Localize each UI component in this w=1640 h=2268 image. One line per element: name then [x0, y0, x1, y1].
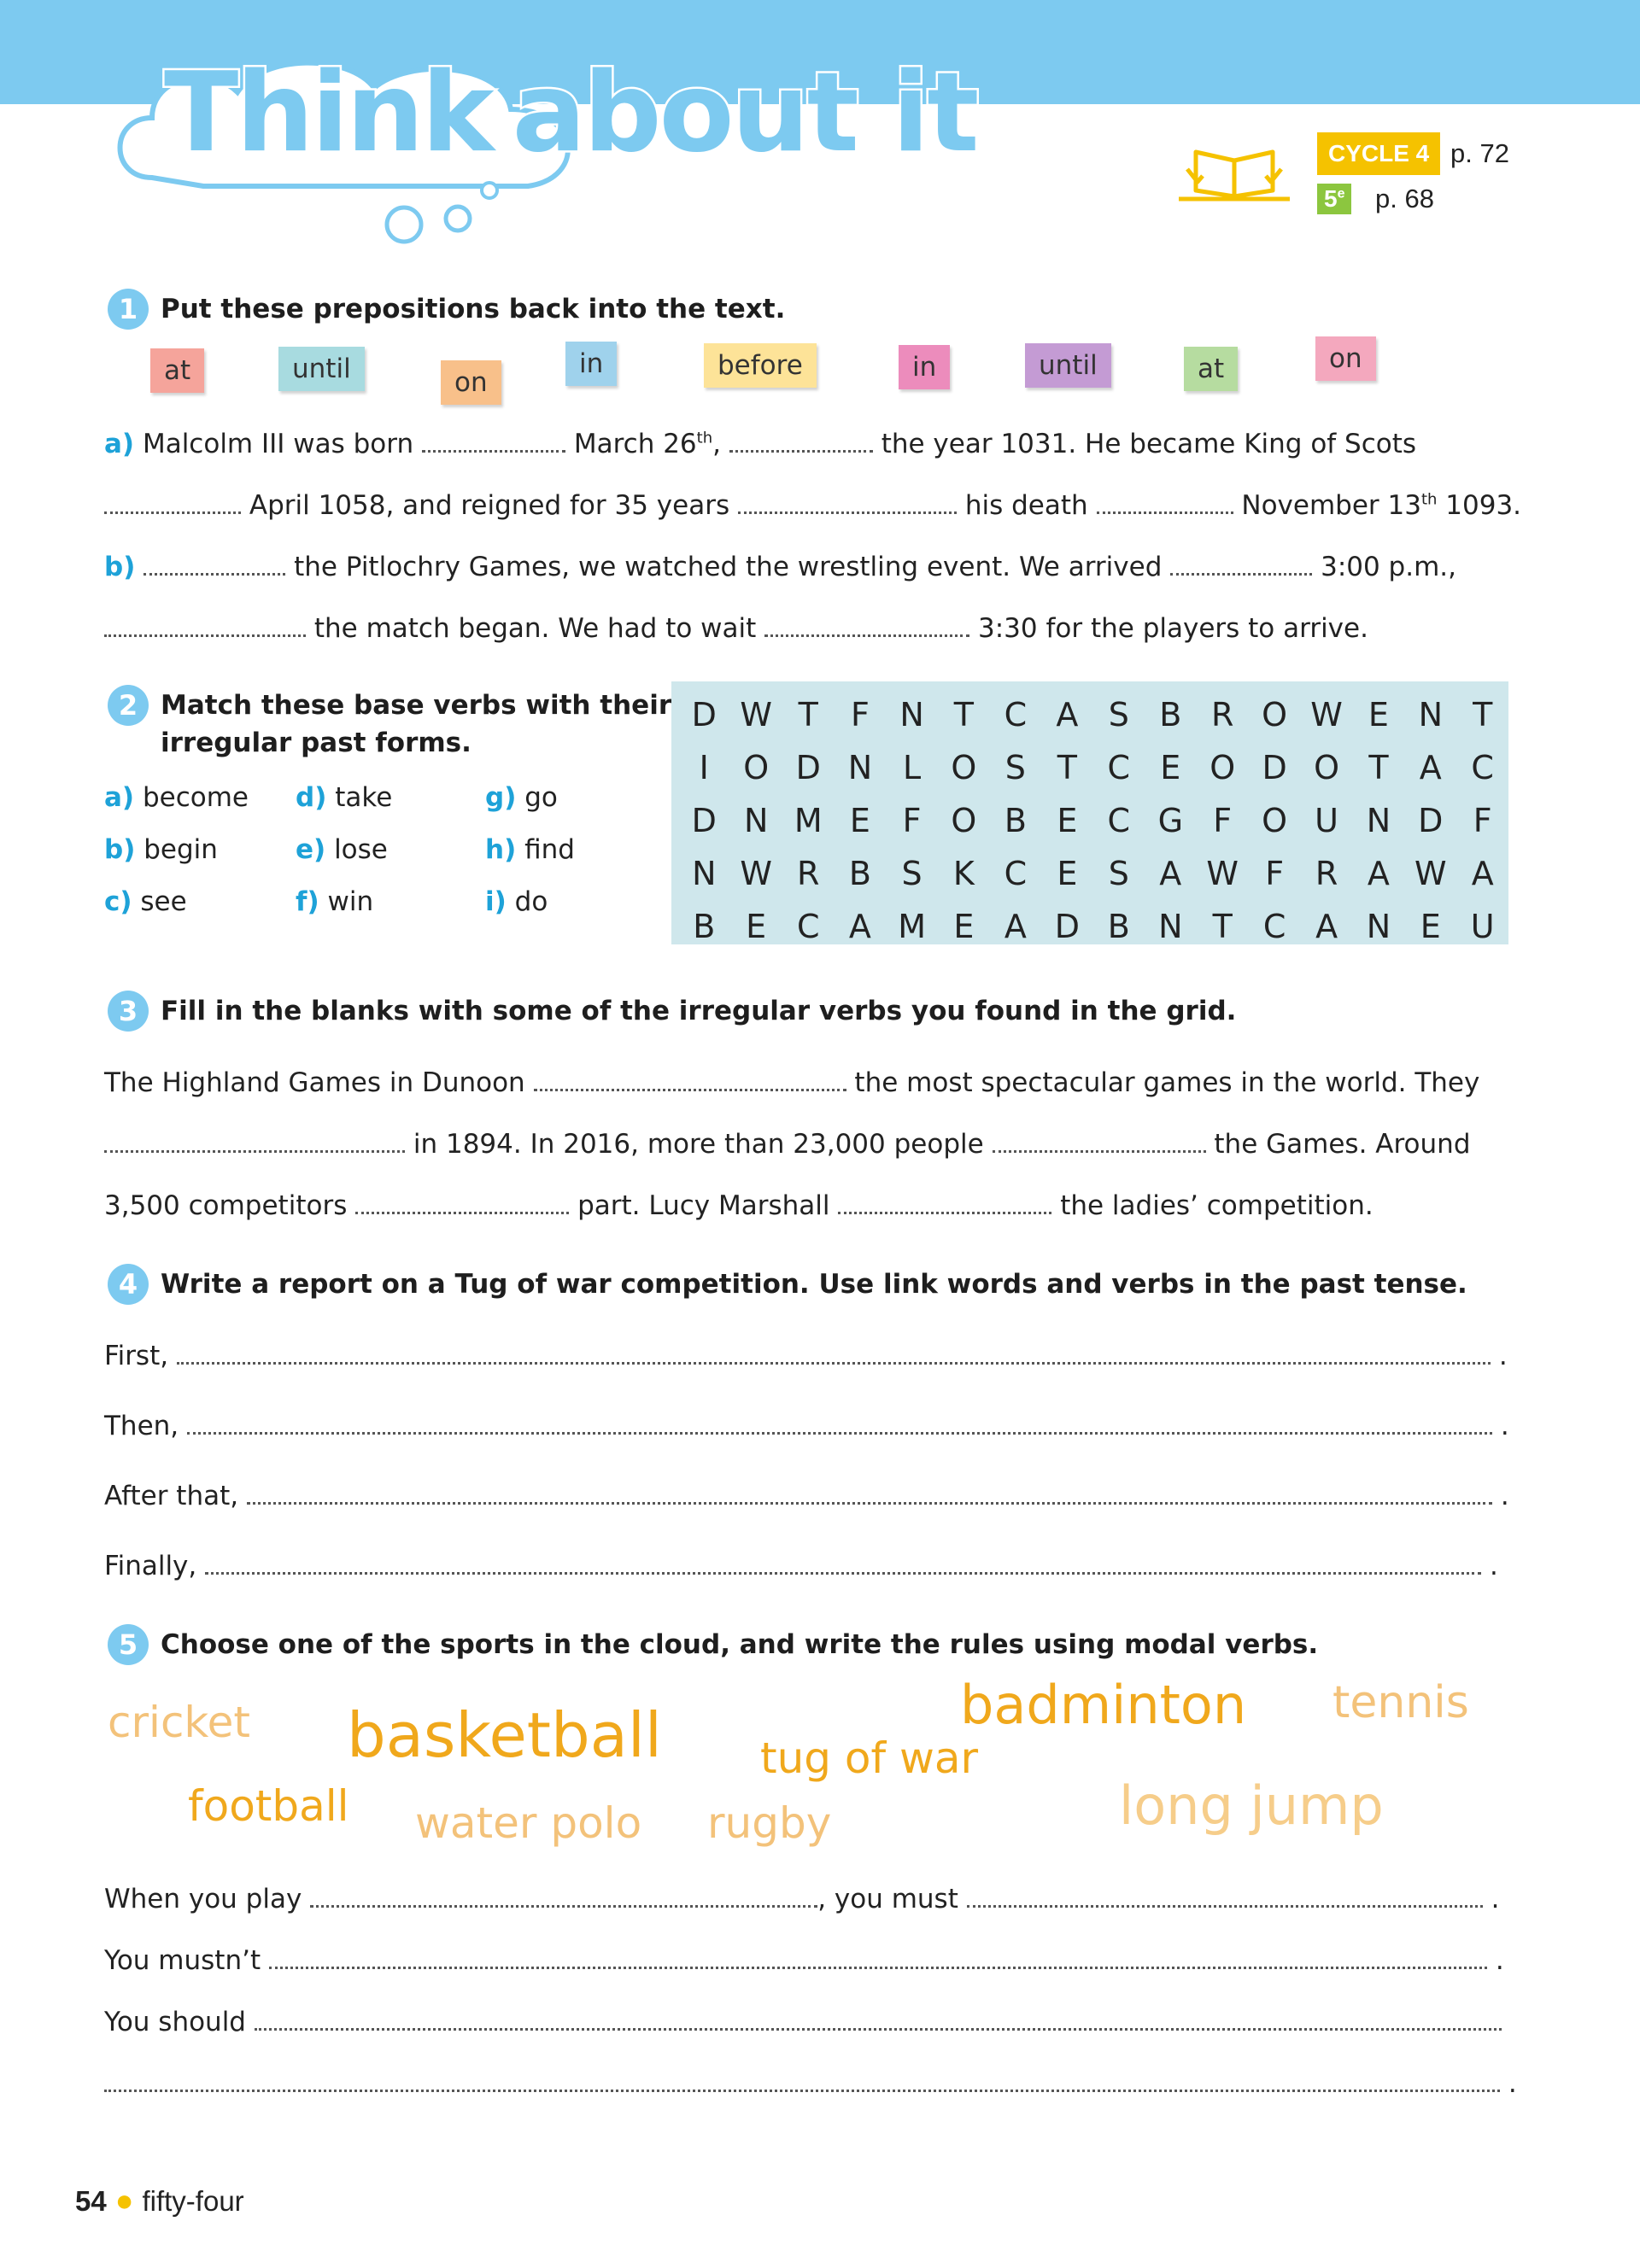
- reading-book-icon: [1170, 135, 1298, 205]
- grid-letter[interactable]: M: [794, 802, 823, 839]
- verb-item: b) begin: [104, 834, 218, 865]
- grid-letter[interactable]: O: [1262, 802, 1288, 839]
- verb-item: a) become: [104, 782, 249, 813]
- verb-item: c) see: [104, 886, 187, 917]
- grid-letter[interactable]: S: [1004, 749, 1026, 786]
- grid-letter[interactable]: R: [1211, 696, 1234, 734]
- grid-letter[interactable]: C: [1471, 749, 1494, 786]
- preposition-tag: until: [278, 347, 365, 391]
- grid-letter[interactable]: T: [798, 696, 818, 734]
- grid-letter[interactable]: T: [1368, 749, 1389, 786]
- blank[interactable]: [144, 554, 285, 576]
- ex3-line-1: The Highland Games in Dunoon the most spectacular games in the world. They: [104, 1067, 1480, 1098]
- sport-word[interactable]: rugby: [707, 1798, 832, 1848]
- ex4-line-first: First, .: [104, 1341, 1508, 1371]
- grid-letter[interactable]: E: [1160, 749, 1181, 786]
- preposition-tag: before: [704, 343, 817, 388]
- grid-letter[interactable]: T: [1473, 696, 1493, 734]
- preposition-tag: in: [565, 342, 617, 386]
- grid-letter[interactable]: A: [848, 908, 871, 945]
- preposition-tag: on: [1315, 336, 1376, 381]
- word-search-grid: [671, 681, 1508, 944]
- grid-letter[interactable]: A: [1004, 908, 1027, 945]
- exercise-2-instruction-line1: Match these base verbs with their: [161, 690, 672, 721]
- grid-letter[interactable]: E: [849, 802, 870, 839]
- grid-letter[interactable]: F: [1265, 855, 1285, 892]
- exercise-3-instruction: Fill in the blanks with some of the irregular verbs you found in the grid.: [161, 996, 1237, 1026]
- grid-letter[interactable]: F: [902, 802, 922, 839]
- grid-letter[interactable]: N: [1158, 908, 1183, 945]
- ex5-line-2: You mustn’t .: [104, 1945, 1504, 1976]
- blank[interactable]: [104, 493, 241, 514]
- sport-word[interactable]: tennis: [1332, 1677, 1469, 1728]
- ex5-line-3: You should: [104, 2007, 1502, 2037]
- blank[interactable]: [104, 616, 306, 637]
- grid-letter[interactable]: O: [1262, 696, 1288, 734]
- ex3-line-3: 3,500 competitors part. Lucy Marshall the ladies’ competition.: [104, 1190, 1374, 1221]
- grid-letter[interactable]: S: [901, 855, 922, 892]
- exercise-5-instruction: Choose one of the sports in the cloud, and write the rules using modal verbs.: [161, 1629, 1319, 1660]
- grid-letter[interactable]: O: [1210, 749, 1236, 786]
- ex5-line-4: .: [104, 2068, 1517, 2099]
- exercise-5-number: 5: [108, 1624, 149, 1665]
- grid-row: [678, 847, 1508, 900]
- grid-letter[interactable]: T: [1057, 749, 1077, 786]
- grid-letter[interactable]: C: [1107, 749, 1131, 786]
- grade-page: p. 68: [1375, 184, 1434, 213]
- cycle-label: CYCLE 4: [1328, 140, 1430, 167]
- verb-item: e) lose: [296, 834, 388, 865]
- page-footer: [75, 2183, 244, 2218]
- grid-letter[interactable]: W: [1414, 855, 1447, 892]
- preposition-tag: until: [1025, 343, 1111, 388]
- title-about-it: about it: [512, 50, 977, 177]
- grid-letter[interactable]: D: [1418, 802, 1444, 839]
- ex1-line-a1: a) Malcolm III was born March 26th, the year 1031. He became King of Scots: [104, 429, 1417, 459]
- answer-line[interactable]: [205, 1553, 1481, 1575]
- grid-letter[interactable]: T: [953, 696, 974, 734]
- grid-letter[interactable]: O: [743, 749, 770, 786]
- sport-word[interactable]: basketball: [347, 1699, 662, 1771]
- grid-letter[interactable]: W: [740, 696, 772, 734]
- answer-line[interactable]: [177, 1343, 1491, 1365]
- grid-letter[interactable]: D: [691, 696, 717, 734]
- exercise-4-instruction: Write a report on a Tug of war competition. Use link words and verbs in the past tense.: [161, 1269, 1467, 1300]
- grid-letter[interactable]: B: [693, 908, 716, 945]
- blank[interactable]: [729, 431, 873, 453]
- grid-letter[interactable]: D: [795, 749, 821, 786]
- word-search-table: [678, 688, 1508, 953]
- grid-letter[interactable]: R: [797, 855, 820, 892]
- grid-letter[interactable]: K: [952, 855, 975, 892]
- grid-letter[interactable]: F: [1213, 802, 1233, 839]
- grid-letter[interactable]: R: [1315, 855, 1338, 892]
- blank[interactable]: [355, 1193, 569, 1214]
- blank[interactable]: [1097, 493, 1233, 514]
- exercise-2-number: 2: [108, 685, 149, 726]
- verb-item: d) take: [296, 782, 393, 813]
- answer-line[interactable]: [967, 1886, 1483, 1908]
- blank[interactable]: [534, 1070, 846, 1091]
- blank[interactable]: [993, 1131, 1206, 1153]
- grid-letter[interactable]: W: [740, 855, 772, 892]
- grid-letter[interactable]: N: [1366, 802, 1391, 839]
- sport-word[interactable]: tug of war: [760, 1733, 979, 1783]
- grid-letter[interactable]: O: [951, 749, 977, 786]
- verb-item: i) do: [485, 886, 548, 917]
- verb-item: f) win: [296, 886, 374, 917]
- blank[interactable]: [764, 616, 969, 637]
- cycle-badge: [1317, 132, 1440, 175]
- grid-letter[interactable]: C: [1107, 802, 1131, 839]
- exercise-3-number: 3: [108, 991, 149, 1032]
- bullet-icon: ●: [114, 2183, 134, 2218]
- grid-letter[interactable]: A: [1471, 855, 1494, 892]
- preposition-tag: at: [150, 348, 204, 393]
- grid-letter[interactable]: G: [1157, 802, 1184, 839]
- grid-letter[interactable]: A: [1056, 696, 1079, 734]
- blank[interactable]: [738, 493, 957, 514]
- exercise-1-instruction: Put these prepositions back into the text.: [161, 294, 786, 324]
- grade-badge: [1317, 184, 1351, 214]
- page-title: [164, 50, 976, 177]
- sport-word[interactable]: badminton: [960, 1674, 1247, 1736]
- grid-letter[interactable]: N: [899, 696, 924, 734]
- grid-letter[interactable]: S: [1108, 696, 1129, 734]
- grid-letter[interactable]: A: [1315, 908, 1338, 945]
- grid-letter[interactable]: E: [1420, 908, 1441, 945]
- grid-letter[interactable]: B: [848, 855, 871, 892]
- grid-letter[interactable]: F: [850, 696, 870, 734]
- ex1-line-a2: April 1058, and reigned for 35 years his death November 13th 1093.: [104, 490, 1521, 521]
- ex4-line-finally: Finally, .: [104, 1551, 1498, 1581]
- cycle-page: p. 72: [1450, 138, 1509, 168]
- grid-letter[interactable]: I: [699, 749, 709, 786]
- answer-line[interactable]: [247, 1483, 1492, 1505]
- verb-item: g) go: [485, 782, 558, 813]
- page-number: 54: [75, 2185, 107, 2217]
- grid-letter[interactable]: L: [903, 749, 922, 786]
- grid-letter[interactable]: D: [691, 802, 717, 839]
- grid-letter[interactable]: W: [1206, 855, 1239, 892]
- sport-word[interactable]: water polo: [415, 1798, 642, 1848]
- preposition-tag: at: [1184, 347, 1238, 391]
- grid-letter[interactable]: B: [1004, 802, 1027, 839]
- exercise-4-number: 4: [108, 1264, 149, 1305]
- grid-letter[interactable]: O: [951, 802, 977, 839]
- grid-letter[interactable]: N: [743, 802, 769, 839]
- blank[interactable]: [838, 1193, 1051, 1214]
- grid-letter[interactable]: U: [1470, 908, 1495, 945]
- ex5-line-1: When you play , you must .: [104, 1884, 1500, 1914]
- grid-letter[interactable]: S: [1108, 855, 1129, 892]
- grid-letter[interactable]: N: [1366, 908, 1391, 945]
- grade-sup: e: [1337, 186, 1345, 202]
- grid-letter[interactable]: A: [1367, 855, 1390, 892]
- grade-label: 5: [1324, 185, 1338, 212]
- grid-letter[interactable]: E: [953, 908, 975, 945]
- grid-letter[interactable]: C: [1004, 855, 1028, 892]
- ex1-line-b1: b) the Pitlochry Games, we watched the wrestling event. We arrived 3:00 p.m.,: [104, 552, 1456, 582]
- grid-letter[interactable]: W: [1310, 696, 1343, 734]
- verb-item: h) find: [485, 834, 575, 865]
- exercise-1-number: 1: [108, 289, 149, 330]
- grid-letter[interactable]: O: [1314, 749, 1340, 786]
- answer-line[interactable]: [310, 1886, 817, 1908]
- ex4-line-then: Then, .: [104, 1411, 1509, 1441]
- grid-letter[interactable]: E: [1057, 855, 1078, 892]
- title-think: Think: [164, 50, 492, 177]
- page-number-word: fifty-four: [142, 2185, 244, 2217]
- grid-row: [678, 688, 1508, 741]
- ex4-line-after-that: After that, .: [104, 1481, 1509, 1511]
- ex1-line-b2: the match began. We had to wait 3:30 for the players to arrive.: [104, 613, 1368, 644]
- answer-line[interactable]: [255, 2009, 1502, 2031]
- blank[interactable]: [422, 431, 565, 453]
- grid-letter[interactable]: E: [1057, 802, 1078, 839]
- grid-letter[interactable]: A: [1419, 749, 1442, 786]
- grid-letter[interactable]: C: [1262, 908, 1286, 945]
- blank[interactable]: [104, 1131, 405, 1153]
- grid-letter[interactable]: B: [1159, 696, 1182, 734]
- grid-letter[interactable]: F: [1473, 802, 1492, 839]
- grid-letter[interactable]: E: [1368, 696, 1389, 734]
- grid-letter[interactable]: D: [1054, 908, 1080, 945]
- answer-line[interactable]: [187, 1413, 1492, 1435]
- grid-letter[interactable]: D: [1262, 749, 1287, 786]
- grid-row: [678, 794, 1508, 847]
- grid-row: [678, 900, 1508, 953]
- sport-word[interactable]: cricket: [108, 1698, 250, 1747]
- sport-word[interactable]: long jump: [1119, 1774, 1384, 1837]
- preposition-tag: on: [441, 360, 501, 405]
- grid-row: [678, 741, 1508, 794]
- grid-letter[interactable]: C: [796, 908, 820, 945]
- grid-letter[interactable]: N: [847, 749, 873, 786]
- grid-letter[interactable]: C: [1004, 696, 1028, 734]
- answer-line[interactable]: [269, 1948, 1487, 1969]
- grid-letter[interactable]: N: [1418, 696, 1444, 734]
- grid-letter[interactable]: M: [898, 908, 926, 945]
- exercise-2-instruction-line2: irregular past forms.: [161, 728, 472, 758]
- grid-letter[interactable]: N: [692, 855, 717, 892]
- blank[interactable]: [1170, 554, 1312, 576]
- answer-line[interactable]: [104, 2071, 1500, 2092]
- ex3-line-2: in 1894. In 2016, more than 23,000 people the Games. Around: [104, 1129, 1471, 1160]
- grid-letter[interactable]: B: [1107, 908, 1130, 945]
- sport-word[interactable]: football: [188, 1781, 349, 1831]
- preposition-tag: in: [899, 345, 950, 389]
- grid-letter[interactable]: E: [746, 908, 767, 945]
- grid-letter[interactable]: T: [1212, 908, 1233, 945]
- grid-letter[interactable]: A: [1159, 855, 1182, 892]
- grid-letter[interactable]: U: [1315, 802, 1338, 839]
